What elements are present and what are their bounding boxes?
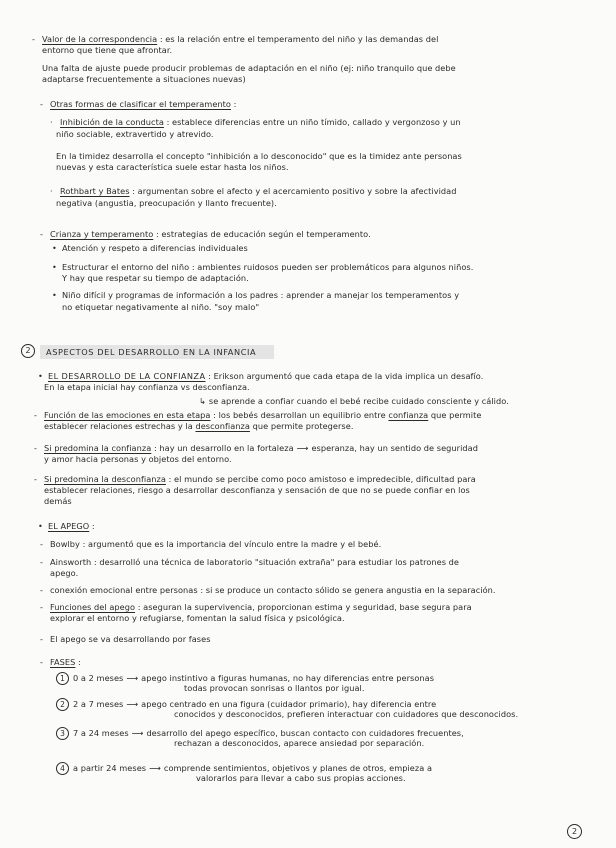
fase-number-badge: 3 [56,727,69,740]
emociones-line-2 [44,421,353,432]
text-line: conocidos y desconocidos, prefieren interactuar con cuidadores que desconocidos. [174,709,519,719]
fase-text: apego centrado en una figura (cuidador primario), hay diferencia entre [141,699,437,709]
bullet: - [40,229,44,239]
crianza-bullet-3 [52,290,459,301]
bullet: - [40,657,44,667]
conexion-text: conexión emocional entre personas : si se produce un contacto sólido se genera angustia en la separación. [50,585,496,595]
apego-heading [38,521,95,532]
fases-note: El apego se va desarrollando por fases [50,634,211,644]
bullet: - [40,539,44,549]
bullet: • [52,262,57,272]
text-line: apego. [50,568,79,578]
desconfianza-word: desconfianza [195,421,250,431]
text-line: niño sociable, extravertido y atrevido. [56,129,214,139]
arrow-right-icon: ⟶ [131,728,144,738]
text-line: Una falta de ajuste puede producir problemas de adaptación en el niño (ej: niño tranquilo que debe [42,63,456,73]
predomina-confianza-line [34,443,478,454]
text-line: y amor hacia personas y objetos del entorno. [44,454,232,464]
fase-number-badge: 4 [56,762,69,775]
valor-correspondencia-term: Valor de la correspondencia [42,34,158,44]
fases-heading [40,657,81,668]
fase-text: apego instintivo a figuras humanas, no hay diferencias entre personas [141,673,435,683]
crianza-term: Crianza y temperamento [50,229,154,239]
bullet: - [40,99,44,109]
bullet: - [40,585,44,595]
text-line: negativa (angustia, preocupación y llanto frecuente). [56,198,277,208]
fases-title: FASES [50,657,76,667]
arrow-right-icon: ↳ [199,396,206,406]
section-number: 2 [21,344,35,358]
bullet-text: Niño difícil y programas de información a los padres : aprender a manejar los temperamentos y [62,290,460,300]
heading-colon: : [233,99,237,109]
bullet: - [34,474,38,484]
text-line: En la timidez desarrolla el concepto "inhibición a lo desconocido" que es la timidez ante personas [56,151,462,161]
funciones-term: Funciones del apego [50,602,136,612]
bullet: - [40,634,44,644]
crianza-heading [40,229,371,240]
fase-text: desarrollo del apego específico, buscan contacto con cuidadores frecuentes, [146,728,464,738]
bullet: · [50,117,53,127]
otras-formas-heading [40,99,236,110]
bullet: - [34,443,38,453]
apego-title: EL APEGO [48,521,90,531]
heading-colon: : [91,521,95,531]
text-line: nuevas y esta característica suele estar hasta los niños. [56,162,289,172]
confianza-term: EL DESARROLLO DE LA CONFIANZA [48,371,206,381]
confianza-text: : Erikson argumentó que cada etapa de la vida implica un desafío. [208,371,484,381]
valor-correspondencia-text: : es la relación entre el temperamento del niño y las demandas del [159,34,439,44]
fase-number-badge: 2 [56,698,69,711]
predomina-confianza-text: : hay un desarrollo en la fortaleza [153,443,294,453]
conexion-line [40,585,496,596]
predomina-confianza-tail: hay un sentido de seguridad [359,443,478,453]
section-title: ASPECTOS DEL DESARROLLO EN LA INFANCIA [40,345,274,359]
arrow-note: se aprende a confiar cuando el bebé recibe cuidado consciente y cálido. [208,396,509,406]
text-line: adaptarse frecuentemente a situaciones nuevas) [42,74,246,84]
predomina-desconfianza-term: Si predomina la desconfianza [44,474,166,484]
crianza-bullet-2 [52,262,473,273]
rothbart-text: : argumentan sobre el afecto y el acercamiento positivo y sobre la afectividad [132,186,457,196]
emociones-tail: que permite [430,410,482,420]
fase-age: a partir 24 meses [73,763,147,773]
inhibicion-text: : establece diferencias entre un niño tímido, callado y vergonzoso y un [166,117,461,127]
valor-correspondencia-line [32,34,438,45]
arrow-note-line [196,396,509,407]
bowlby-text: Bowlby : argumentó que es la importancia del vínculo entre la madre y el bebé. [50,539,382,549]
inhibicion-term: Inhibición de la conducta [60,117,164,127]
text-line: todas provocan sonrisas o llantos por igual. [184,683,365,693]
text-line: rechazan a desconocidos, aparece ansiedad por separación. [174,738,425,748]
inhibicion-line [50,117,461,128]
emociones-term: Función de las emociones en esta etapa [44,410,211,420]
bullet: • [38,371,43,381]
bullet-text: Atención y respeto a diferencias individuales [62,243,248,253]
fase-age: 7 a 24 meses [73,728,129,738]
heading-colon: : [78,657,81,667]
fases-note-line [40,634,211,645]
arrow-right-icon: ⟶ [149,763,161,773]
confianza-heading [38,371,483,382]
funciones-text: : aseguran la supervivencia, proporcionan estima y seguridad, base segura para [137,602,472,612]
text-line: Y hay que respetar su tiempo de adaptación. [62,273,249,283]
text-line: no etiquetar negativamente al niño. "soy malo" [62,302,260,312]
bullet: • [52,290,57,300]
bullet-text: Estructurar el entorno del niño : ambientes ruidosos pueden ser problemáticos para algunos niños. [62,262,474,272]
emociones-text: : los bebés desarrollan un equilibrio entre [213,410,386,420]
bullet: • [52,243,57,253]
bullet: - [32,34,36,44]
otras-formas-title: Otras formas de clasificar el temperamento [50,99,231,109]
arrow-right-icon: ⟶ [126,673,139,683]
predomina-confianza-term: Si predomina la confianza [44,443,152,453]
fase-age: 0 a 2 meses [73,673,124,683]
ainsworth-text: Ainsworth : desarrolló una técnica de laboratorio "situación extraña" para estudiar los patrones de [50,557,460,567]
rothbart-term: Rothbart y Bates [60,186,130,196]
page-number: 2 [567,824,582,839]
text-line: En la etapa inicial hay confianza vs desconfianza. [44,382,250,392]
emociones-text-2: establecer relaciones estrechas y la [44,421,193,431]
crianza-bullet-1 [52,243,248,254]
text-line: explorar el entorno y refugiarse, fomentan la salud física y psicológica. [50,613,345,623]
rothbart-line [50,186,456,197]
fase-age: 2 a 7 meses [73,699,124,709]
crianza-text: : estrategias de educación según el temperamento. [155,229,371,239]
bullet: - [34,410,38,420]
text-line: establecer relaciones, riesgo a desarrollar desconfianza y sensación de que no se puede confiar en los [44,485,470,495]
arrow-right-icon: ⟶ [296,443,309,453]
fase-number-badge: 1 [56,672,69,685]
arrow-right-icon: ⟶ [126,699,139,709]
predomina-desconfianza-text: : el mundo se percibe como poco amistoso e impredecible, dificultad para [168,474,476,484]
fase-text: comprende sentimientos, objetivos y planes de otros, empieza a [163,763,433,773]
emociones-text-3: que permite protegerse. [252,421,354,431]
bullet: - [40,557,44,567]
bowlby-line [40,539,381,550]
text-line: entorno que tiene que afrontar. [42,45,173,55]
bullet: · [50,186,53,196]
funciones-line [40,602,472,613]
bullet: - [40,602,44,612]
esperanza-text: esperanza, [311,443,357,453]
confianza-word: confianza [388,410,429,420]
predomina-desconfianza-line [34,474,476,485]
text-line: demás [44,496,72,506]
emociones-line [34,410,481,421]
ainsworth-line [40,557,459,568]
bullet: • [38,521,43,531]
text-line: valorarlos para llevar a cabo sus propias acciones. [196,773,406,783]
